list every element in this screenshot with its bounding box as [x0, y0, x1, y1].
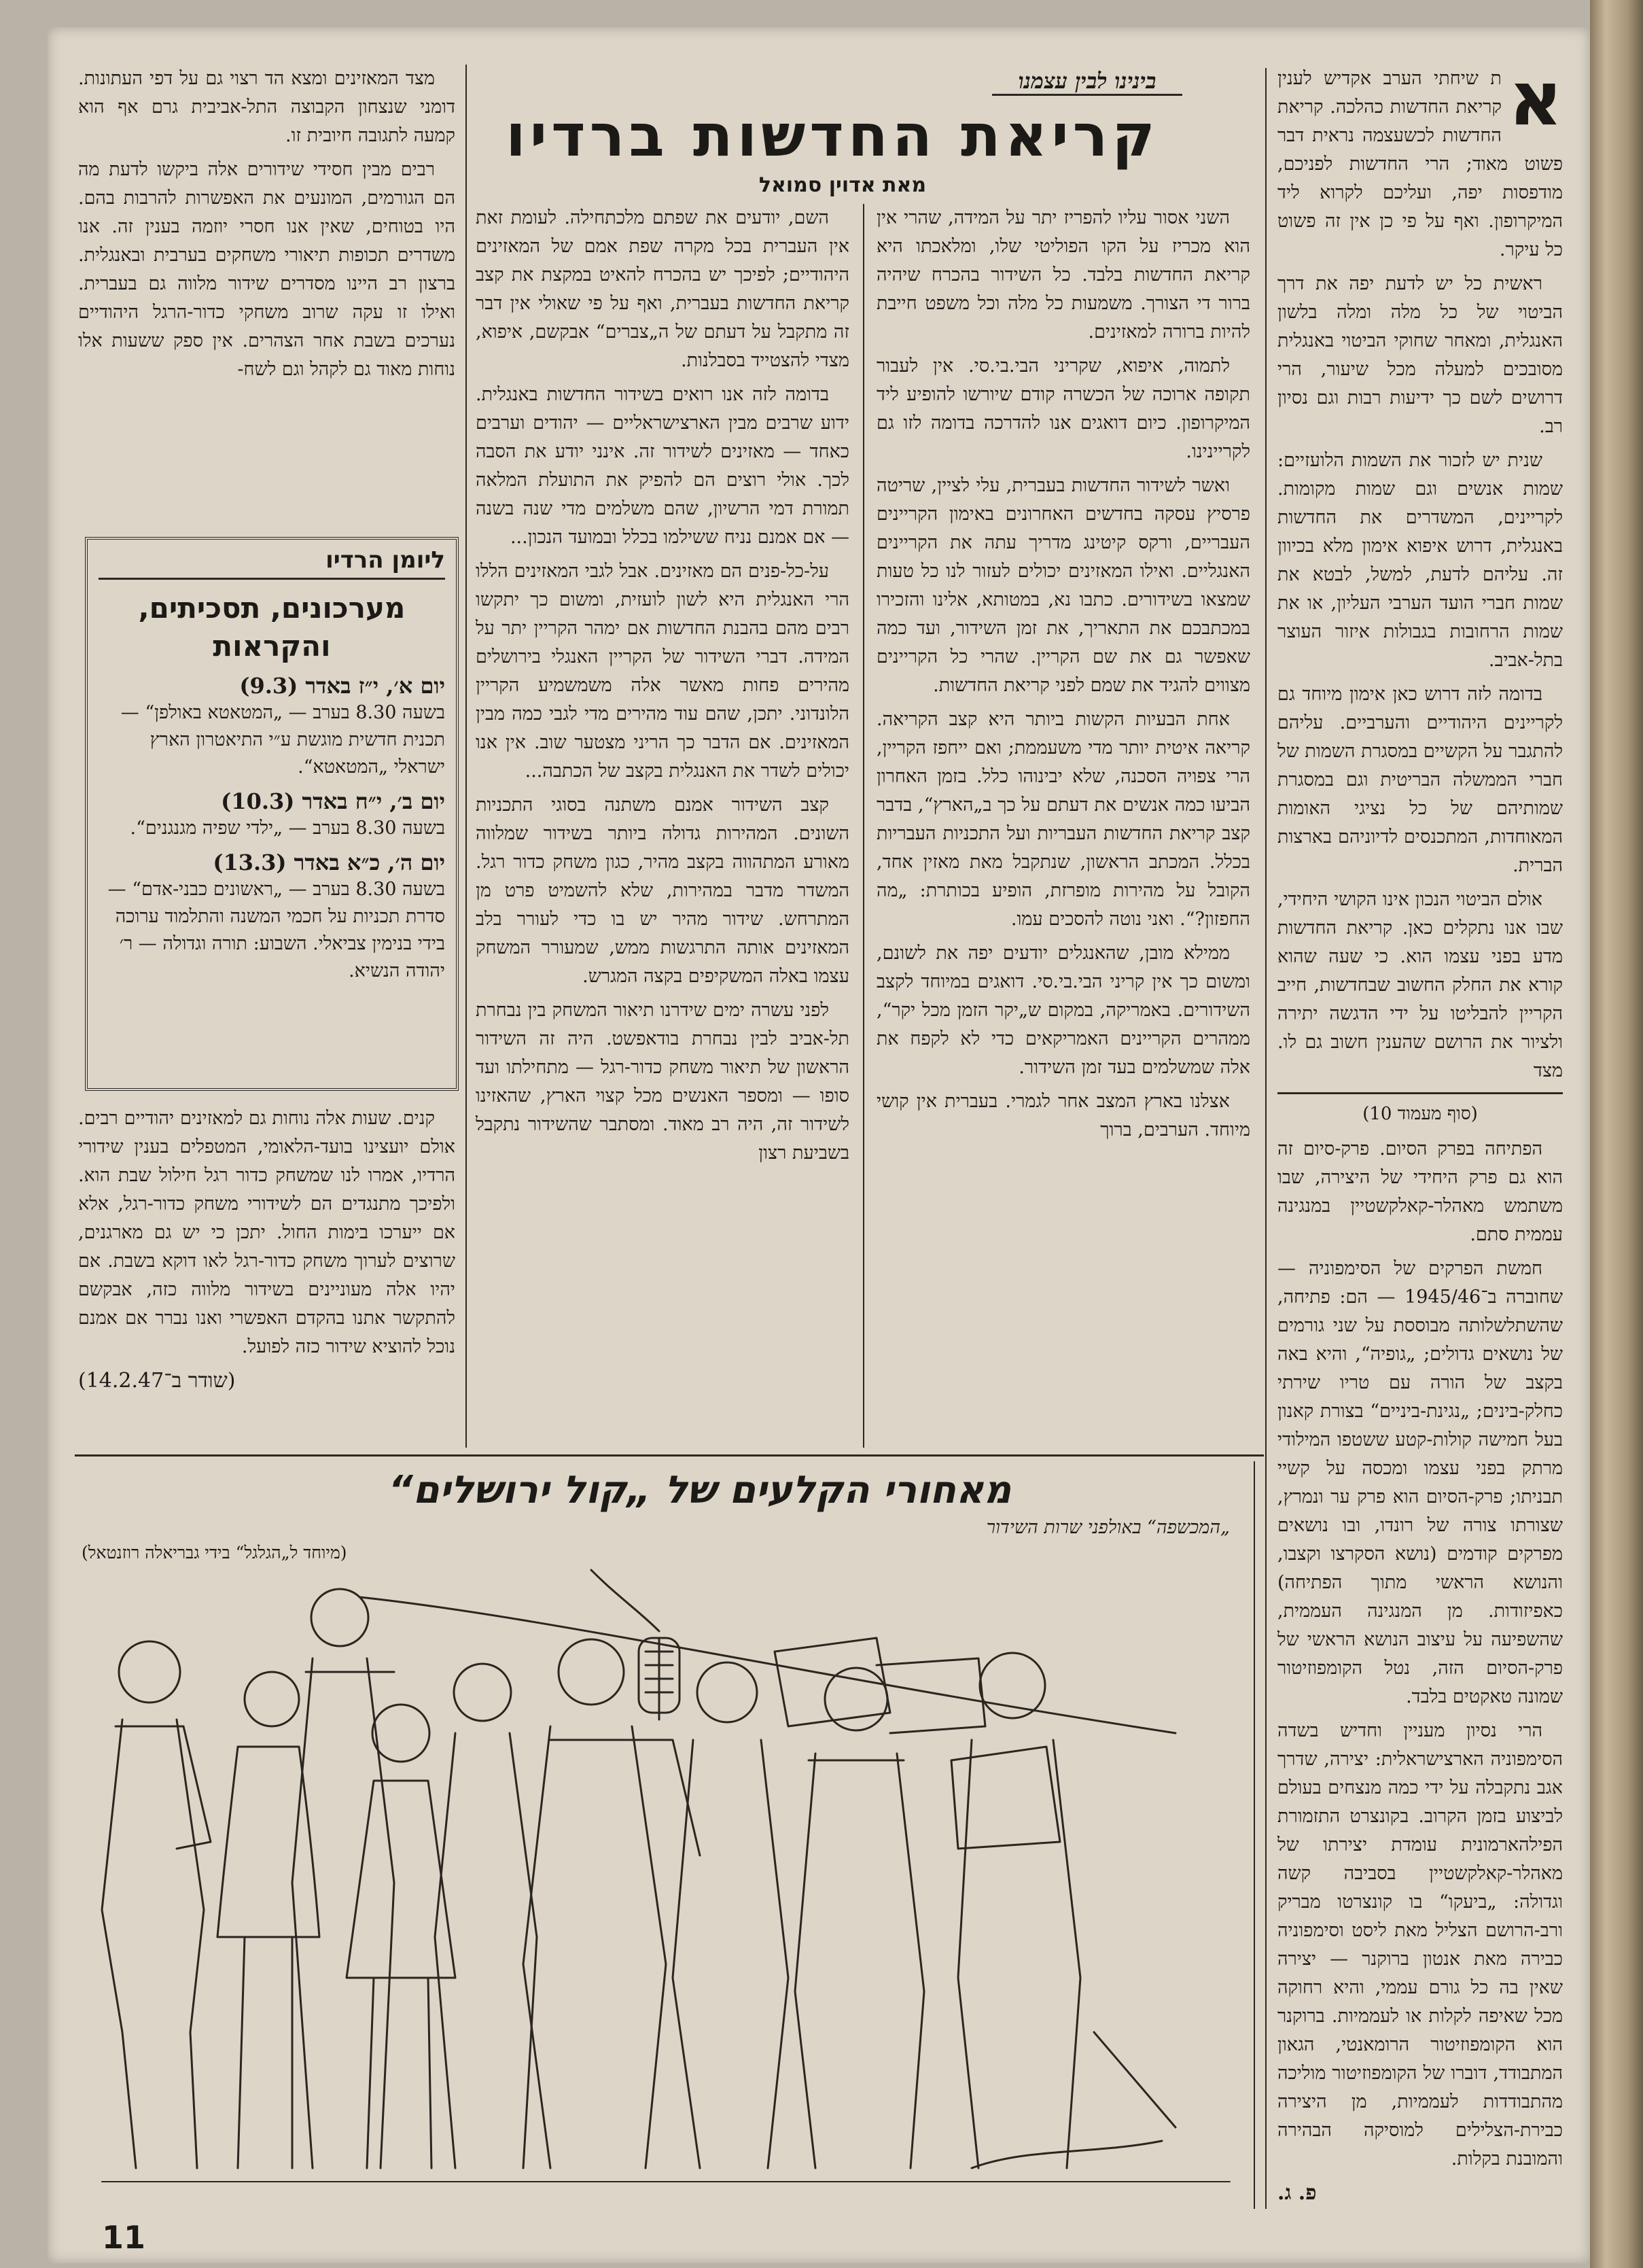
article-headline: קריאת החדשות ברדיו — [506, 102, 1159, 170]
page-gutter — [1590, 0, 1643, 2268]
radio-diary-entry — [99, 849, 445, 985]
column-rule — [1265, 68, 1267, 2209]
radio-diary-entry — [99, 788, 445, 842]
col3-paragraph: קצב השידור אמנם משתנה בסוגי התכניות השונים. המהירות גדולה ביותר בשידור שמלווה מאורע המתהווה בקצב מהיר, כגון משחק כדור רגל. המשדר מדבר במהירות, שלא להשמיט פרט מן המתרחש. שידור מהיר יש בו כדי לעורר בלב המאזינים אותה התרגשות ממש, שמעורר המשחק עצמו באלה המשקיפים בקצה המגרש. — [476, 795, 849, 987]
col4-paragraph: קנים. שעות אלה נוחות גם למאזינים יהודיים רבים. אולם יועצינו בועד-הלאומי, המטפלים בענין שידורי הרדיו, אמרו לנו שמשחק כדור רגל חילול שבת הוא. ולפיכך מתנגדים הם לשידורי משחק כדור-רגל, אלא אם ייערכו בימות החול. יתכן כי יש גם מארגנים, שרוצים לערוך משחק כדור-רגל לאו דוקא בשבת. אם יהיו אלה מעוניינים בשידור מלווה כזה, אבקשם להתקשר אתנו בהקדם האפשרי ואנו נברר אם אמנם נוכל להוציא שידור כזה לפועל. — [78, 1108, 455, 1357]
col1-paragraph: ראשית כל יש לדעת יפה את דרך הביטוי של כל מלה ומלה בלשון האנגלית, ומאחר שחוקי הביטוי באנגלית מסובכים למעלה מכל שיעור, הרי דרושים לשם כך ידיעות רבות וגם נסיון רב. — [1277, 273, 1563, 437]
continued-note: (סוף מעמוד 10) — [1277, 1092, 1563, 1128]
column-1 — [1277, 65, 1563, 2205]
column-2 — [877, 204, 1250, 1448]
col1-paragraph: חמשת הפרקים של הסימפוניה — שחוברה ב־1945/46 — הם: פתיחה, שהשתלשלותה מבוססת על שני גורמים של נושאים גדולים; „גופיה“, והיא באה בקצב של הורה עם טריו שירתי כחלק-בינים; „נגינת-ביניים“ בצורת קאנון בעל חמישה קולות-קטע ששטפו המילודי מרתק בפני עצמו ומכסה על קשיי תבניתו; פרק-הסיום הוא פרק ער ונמרץ, שצורתו צורה של רונדו, ובו נושאים מפרקים קודמים (נושא הסקרצו וקצבו, והנושא הראשי מתוך הפתיחה) כאפיזודות. מן המנגינה העממית, שהשפיעה על עיצוב הנושא הראשי של פרק-הסיום הזה, נטל הקומפוזיטור שמונה טאקטים בלבד. — [1277, 1258, 1563, 1707]
entry-day: יום ה׳, כ״א באדר (13.3) — [213, 850, 445, 875]
col1-paragraph: הרי נסיון מעניין וחדיש בשדה הסימפוניה הארצישראלית: יצירה, שדרך אגב נתקבלה על ידי כמה מנצחים בעולם לביצוע בזמן הקרוב. בקונצרט התזמורת הפילהארמונית עומדת יצירתו של מאהלר-קאלקשטיין בסביבה קשה וגדולה: „ביעקו“ בו קונצרטו מבריק ורב-הרושם הצליל מאת ליסט וסימפוניה כבירה מאת אנטון ברוקנר — יצירה שאין בה כל גורם עממי, והיא רחוקה מכל שאיפה לקלות או לעממיות. ברוקנר הוא הקומפוזיטור הרומאנטי, הגאון המתבודד, דוברו של הקומפוזיטור מוליכה מהתבודדות לעממיות, מן היצירה כבירת-הצלילים למוסיקה הבהירה והמובנת בקלות. — [1277, 1720, 1563, 2169]
entry-day: יום א׳, י״ז באדר (9.3) — [239, 673, 445, 699]
music-signoff: פ. ג. — [1277, 2181, 1317, 2205]
article-byline: מאת אדוין סמואל — [758, 173, 927, 197]
entry-text: בשעה 8.30 בערב — „המטאטא באולפן“ — תכנית חדשית מוגשת ע״י התיאטרון הארץ ישראלי „המטאטא“. — [120, 702, 445, 778]
col1-paragraph: שנית יש לזכור את השמות הלועזיים: שמות אנשים וגם שמות מקומות. לקריינים, המשדרים את החדשות באנגלית, דרוש איפוא אימון מלא בכיוון זה. עליהם לדעת, למשל, לבטא את שמות חברי הועד הערבי העליון, או את שמות הרחובות בגבולות איזור העוצר בתל-אביב. — [1277, 450, 1563, 671]
radio-diary-subtitle: מערכונים, תסכיתים, והקראות — [138, 591, 406, 663]
col4-paragraph: מצד המאזינים ומצא הד רצוי גם על דפי העתונות. דומני שנצחון הקבוצה התל-אביבית גרם אף הוא קמעה לתגובה חיובית זו. — [78, 68, 455, 146]
drop-cap: א — [1508, 65, 1563, 142]
col2-paragraph: אצלנו בארץ המצב אחר לגמרי. בעברית אין קושי מיוחד. הערבים, ברוך — [877, 1091, 1250, 1140]
col2-paragraph: ממילא מובן, שהאנגלים יודעים יפה את לשונם, ומשום כך אין קריני הבי.בי.סי. דואגים במיוחד לקצב השידורים. באמריקה, במקום ש„יקר הזמן מכל יקר“, ממהרים הקריינים האמריקאים כדי לא לקפח את אלה שמשלמים בעד זמן השידור. — [877, 943, 1250, 1078]
col1-paragraph: ת שיחתי הערב אקדיש לענין קריאת החדשות כהלכה. קריאת החדשות לכשעצמה נראית דבר פשוט מאוד; הרי החדשות לפניכם, מודפסות יפה, ועליכם לקרוא ליד המיקרופון. ואף על פי כן אין זה פשוט כל עיקר. — [1277, 68, 1563, 260]
col3-paragraph: השם, יודעים את שפתם מלכתחילה. לעומת זאת אין העברית בכל מקרה שפת אמם של המאזינים היהודיים; לפיכך יש בהכרח להאיט במקצת את קצב קריאת החדשות בעברית, ואף על פי שאולי אין דבר זה מתקבל על דעתם של ה„צברים“ אבקשם, איפוא, מצדי להצטייד בסבלנות. — [476, 207, 849, 371]
col3-paragraph: על-כל-פנים הם מאזינים. אבל לגבי המאזינים הללו הרי האנגלית היא לשון לועזית, ומשום כך יתקשו רבים מהם בהבנת החדשות אם ימהר הקריין יתר על המידה. דברי השידור של הקריין האנגלי בירושלים מהירים פחות מאשר אלה משמשמיע הקריין הלונדוני. יתכן, שהם עוד מהירים מדי לגבי כמה מבין המאזינים. אם הדבר כך הריני מצטער שוב. אין אנו יכולים לשדר את האנגלית בקצב של הכתבה... — [476, 561, 849, 782]
radio-diary-box — [85, 537, 459, 1091]
column-4-top — [78, 65, 455, 527]
col2-paragraph: ואשר לשידור החדשות בעברית, עלי לציין, שריטה פרסיץ עסקה בחדשים האחרונים באימון הקריינים העבריים, ורקס קיטינג מדריך עתה את הקריינים האנגליים. ואילו המאזינים יכולים לעזור לנו כל טעות שמצאו בשידורים. כתבו נא, במטותא, אלינו והזכירו במכתבכם את התאריך, את זמן השידור, ועד כמה שאפשר גם את שם הקריין. שהרי כל הקריינים מצווים להגיד את שמם לפני קריאת החדשות. — [877, 475, 1250, 696]
section-rule — [75, 1454, 1264, 1456]
page-number: 11 — [102, 2219, 146, 2256]
col2-paragraph: השני אסור עליו להפריז יתר על המידה, שהרי אין הוא מכריז על הקו הפוליטי שלו, ומלאכתו היא קריאת החדשות בלבד. כל השידור בהכרח שיהיה ברור די הצורך. משמעות כל מלה וכל משפט חייבת להיות ברורה למאזינים. — [877, 207, 1250, 343]
radio-diary-title: ליומן הרדיו — [99, 546, 445, 580]
entry-text: בשעה 8.30 בערב — „ילדי שפיה מגנגנים“. — [130, 818, 445, 839]
illustration-border — [1254, 1461, 1255, 2209]
column-rule — [465, 65, 467, 1448]
broadcast-date: (שודר ב־14.2.47) — [78, 1369, 236, 1393]
entry-day: יום ב׳, י״ח באדר (10.3) — [221, 788, 445, 814]
illustration-title: מאחורי הקלעים של „קול ירושלים“ — [388, 1468, 1012, 1512]
radio-diary-entry — [99, 672, 445, 781]
illustration-credit: (מיוחד ל„הגלגל“ בידי גבריאלה רוזנטאל) — [82, 1543, 347, 1563]
col4-paragraph: רבים מבין חסידי שידורים אלה ביקשו לדעת מה הם הגורמים, המונעים את האפשרות להרבות בהם. היו בטוחים, שאין אנו חסרי יוזמה בענין זה. אנו משדרים תכופות תיאורי משחקים בערבית ובאנגלית. ברצון רב היינו מסדרים שידור מלווה גם בעברית. ואילו זו עקה שרוב משחקי כדור-הרגל היהודיים נערכים בשבת אחר הצהרים. אין ספק ששעות אלו נוחות מאוד גם לקהל וגם לשח- — [78, 159, 455, 380]
col3-paragraph: לפני עשרה ימים שידרנו תיאור המשחק בין נבחרת תל-אביב לבין נבחרת בודאפשט. היה זה השידור הראשון של תיאור משחק כדור-רגל — מתחילתו ועד סופו — ומספר האנשים מכל קצוי הארץ, שהאזינו לשידור זה, היה רב מאוד. ומסתבר שהשידור נתקבל בשביעת רצון — [476, 1000, 849, 1164]
column-3 — [476, 204, 849, 1448]
column-kicker: בינינו לבין עצמנו — [992, 68, 1182, 96]
col2-paragraph: לתמוה, איפוא, שקריני הבי.בי.סי. אין לעבור תקופה ארוכה של הכשרה קודם שיורשו להופיע ליד המיקרופון. כיום דואגים אנו להדרכה בדומה לזו גם לקריינינו. — [877, 355, 1250, 462]
illustration-subtitle: „המכשפה“ באולפני שרות השידור — [986, 1517, 1230, 1538]
column-4-bottom — [78, 1104, 455, 1448]
studio-sketch-illustration — [75, 1556, 1243, 2195]
col1-paragraph: הפתיחה בפרק הסיום. פרק-סיום זה הוא גם פרק היחידי של היצירה, שבו משתמש מאהלר-קאלקשטיין במנגינה עממית סתם. — [1277, 1138, 1563, 1245]
col3-paragraph: בדומה לזה אנו רואים בשידור החדשות באנגלית. ידוע שרבים מבין הארצישראליים — יהודים וערבים כאחד — מאזינים לשידור זה. אינני יודע את הסבה לכך. אולי רוצים הם להפיק את התועלת המלאה תמורת דמי הרשיון, שהם משלמים מדי שנה בשנה — אם אמנם נניח ששילמו בכלל ובמועד הנכון... — [476, 384, 849, 548]
column-rule — [863, 204, 864, 1448]
col1-paragraph: בדומה לזה דרוש כאן אימון מיוחד גם לקריינים היהודיים והערביים. עליהם להתגבר על הקשיים במסגרת השמות של חברי הממשלה הבריטית וגם במסגרת שמותיהם של כל נציגי האומות המאוחדות, המתכנסים לדיוניהם בארצות הברית. — [1277, 684, 1563, 876]
entry-text: בשעה 8.30 בערב — „ראשונים כבני-אדם“ — סדרת תכניות על חכמי המשנה והתלמוד ערוכה בידי בנימין צביאלי. השבוע: תורה וגדולה — ר׳ יהודה הנשיא. — [107, 879, 445, 981]
col1-paragraph: אולם הביטוי הנכון אינו הקושי היחידי, שבו אנו נתקלים כאן. קריאת החדשות מדע בפני עצמו הוא. כי שעה שהוא קורא את החלק החשוב שבחדשות, חייב הקריין להבליטו על ידי הדגשה יתירה ולציור את הרושם שהענין חשוב גם לו. מצד — [1277, 889, 1563, 1081]
col2-paragraph: אחת הבעיות הקשות ביותר היא קצב הקריאה. קריאה איטית יותר מדי משעממת; ואם ייחפז הקריין, הרי צפויה הסכנה, שלא יבינוהו כלל. בזמן האחרון הביעו כמה אנשים את דעתם על כך ב„הארץ“, בדבר קצב קריאת החדשות העבריות ועל התכניות העבריות בכלל. המכתב הראשון, שנתקבל מאת מאזין אחד, הקובל על מהירות מופרזת, הופיע בכותרת: „מה החפזון?“. ואני נוטה להסכים עמו. — [877, 709, 1250, 930]
